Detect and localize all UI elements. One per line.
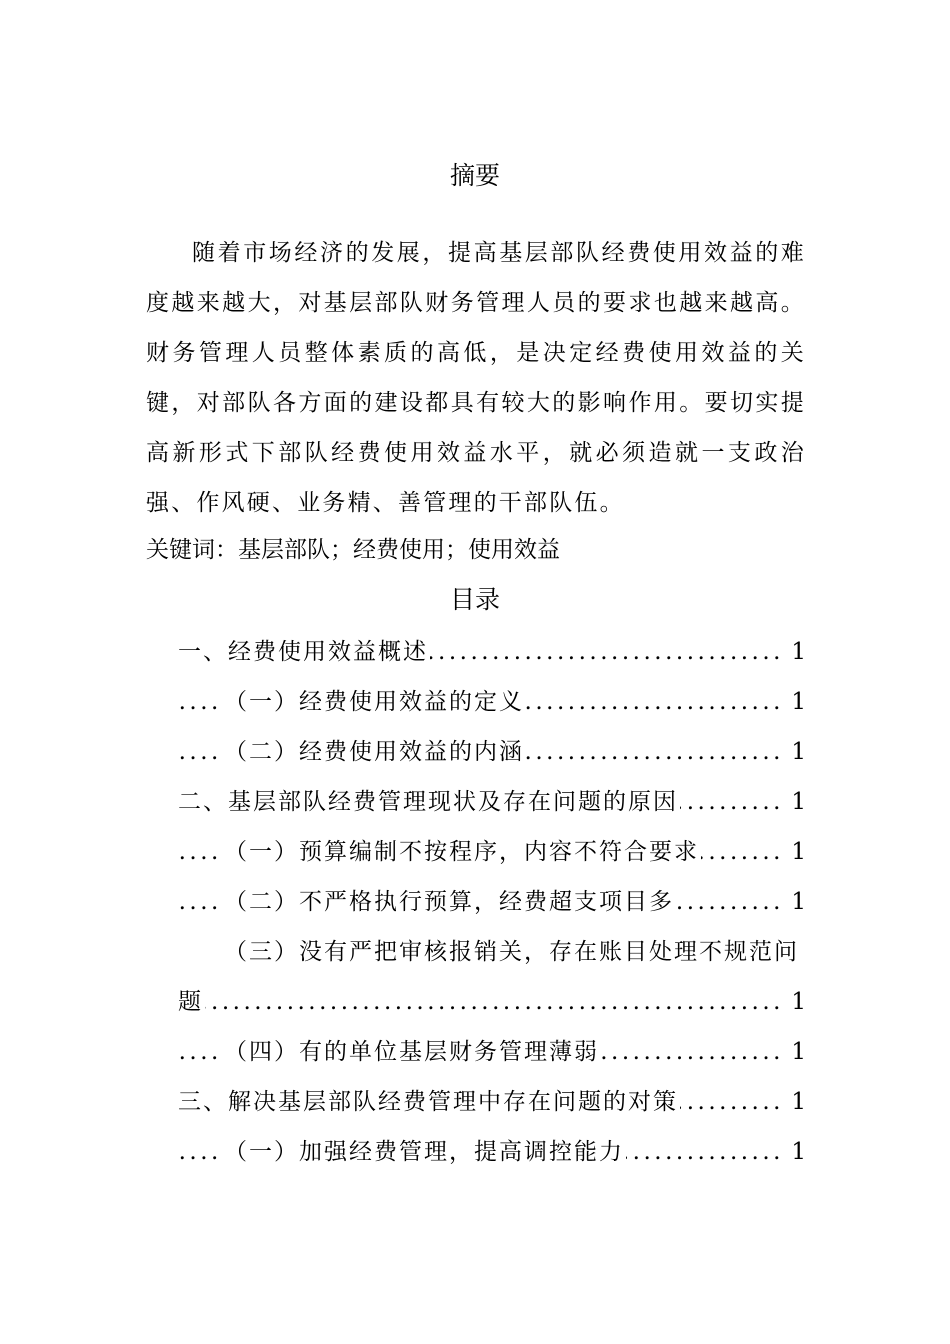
toc-page-number: 1 xyxy=(787,977,806,1027)
toc-page-number: 1 xyxy=(787,1027,806,1077)
toc-entry[interactable] xyxy=(178,777,806,827)
toc-entry-text: （四）有的单位基层财务管理薄弱 xyxy=(224,1039,599,1065)
toc-page-number: 1 xyxy=(787,1127,806,1177)
toc-title: 目录 xyxy=(449,585,500,614)
toc-page-number: 1 xyxy=(787,877,806,927)
table-of-contents xyxy=(178,627,806,1177)
abstract-body: 随着市场经济的发展，提高基层部队经费使用效益的难度越来越大，对基层部队财务管理人员的要求也越来越高。财务管理人员整体素质的高低，是决定经费使用效益的关键，对部队各方面的建设都具有较大的影响作用。要切实提高新形式下部队经费使用效益水平，就必须造就一支政治强、作风硬、业务精、善管理的干部队伍。 xyxy=(146,240,806,516)
toc-entry[interactable] xyxy=(178,1077,806,1127)
toc-entry[interactable] xyxy=(178,1127,806,1177)
toc-entry[interactable] xyxy=(178,727,806,777)
toc-page-number: 1 xyxy=(787,677,806,727)
abstract-title: 摘要 xyxy=(449,161,500,190)
toc-entry[interactable] xyxy=(178,827,806,877)
toc-entry[interactable] xyxy=(178,1027,806,1077)
toc-entry-text: 题 xyxy=(178,989,203,1015)
toc-entry-continuation[interactable] xyxy=(178,977,806,1027)
toc-entry[interactable] xyxy=(178,627,806,677)
toc-page-number: 1 xyxy=(787,727,806,777)
toc-entry-text: （二）不严格执行预算，经费超支项目多 xyxy=(224,889,674,915)
toc-entry-text: （一）经费使用效益的定义 xyxy=(224,689,524,715)
toc-leader xyxy=(178,977,806,1027)
keywords-text: 基层部队；经费使用；使用效益 xyxy=(238,537,560,563)
toc-page-number: 1 xyxy=(787,1077,806,1127)
toc-entry-text: 二、基层部队经费管理现状及存在问题的原因 xyxy=(178,789,678,815)
toc-entry[interactable] xyxy=(178,877,806,927)
toc-entry-text: （一）加强经费管理，提高调控能力 xyxy=(224,1139,624,1165)
toc-page-number: 1 xyxy=(787,627,806,677)
toc-entry-text: 三、解决基层部队经费管理中存在问题的对策 xyxy=(178,1089,678,1115)
toc-entry-text: （一）预算编制不按程序，内容不符合要求 xyxy=(224,839,699,865)
toc-entry[interactable] xyxy=(178,677,806,727)
keywords-line xyxy=(146,533,806,567)
toc-entry-text: （二）经费使用效益的内涵 xyxy=(224,739,524,765)
toc-page-number: 1 xyxy=(787,827,806,877)
toc-entry-text: （三）没有严把审核报销关，存在账目处理不规范问 xyxy=(224,939,799,965)
keywords-label: 关键词： xyxy=(146,537,238,563)
toc-entry-text: 一、经费使用效益概述 xyxy=(178,639,428,665)
toc-page-number: 1 xyxy=(787,777,806,827)
toc-entry[interactable] xyxy=(178,927,806,977)
